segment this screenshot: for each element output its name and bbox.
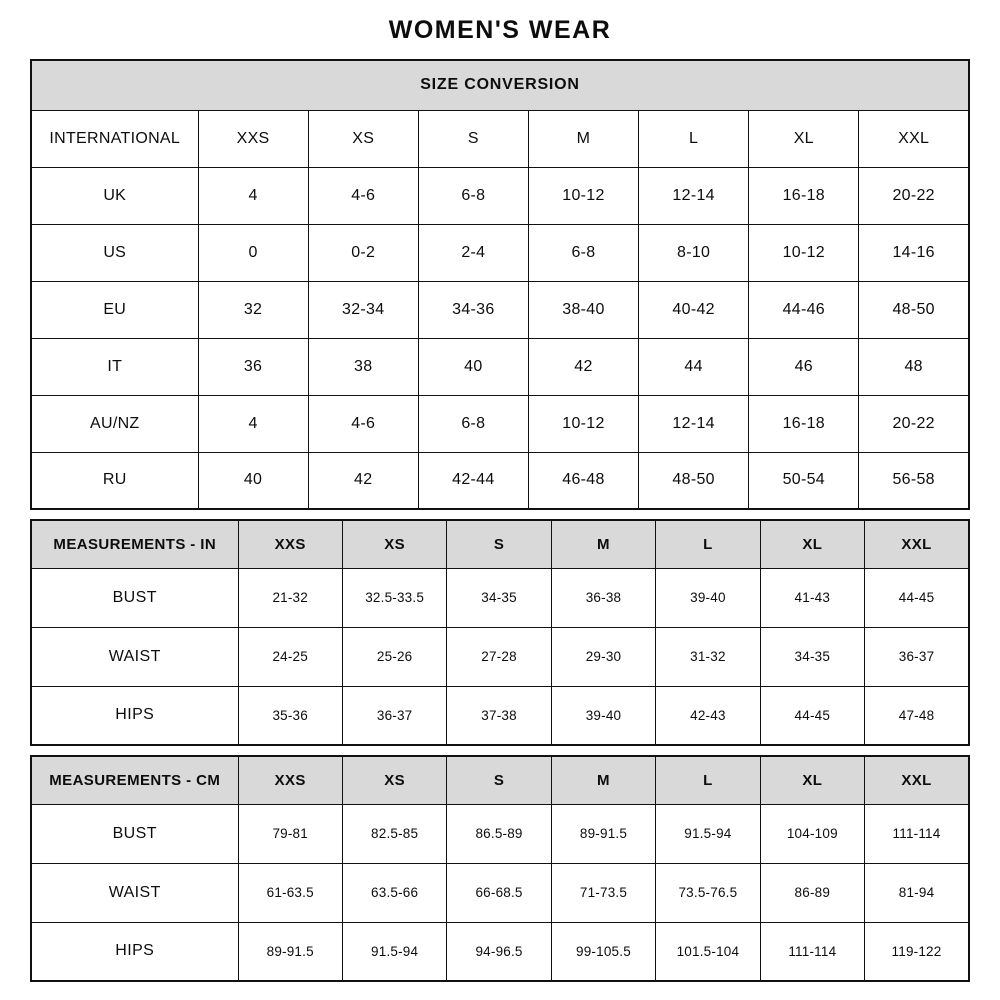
table-row	[31, 922, 969, 981]
table-row	[31, 338, 969, 395]
value-cell: 16-18	[749, 395, 859, 452]
size-header-cell: XXL	[859, 110, 969, 167]
value-cell: 32-34	[308, 281, 418, 338]
table-row	[31, 568, 969, 627]
value-cell: 66-68.5	[447, 863, 551, 922]
value-cell: 12-14	[639, 167, 749, 224]
value-cell: 10-12	[749, 224, 859, 281]
value-cell: 46-48	[528, 452, 638, 509]
value-cell: 71-73.5	[551, 863, 655, 922]
measurements-in-body	[31, 568, 969, 745]
value-cell: 27-28	[447, 627, 551, 686]
measurements-header-cell: MEASUREMENTS - CM	[31, 756, 238, 804]
value-cell: 21-32	[238, 568, 342, 627]
measurements-cm-header-row	[31, 756, 969, 804]
value-cell: 41-43	[760, 568, 864, 627]
value-cell: 40	[198, 452, 308, 509]
row-label-cell: HIPS	[31, 922, 238, 981]
measurements-header-cell: XXL	[865, 520, 969, 568]
value-cell: 24-25	[238, 627, 342, 686]
value-cell: 0-2	[308, 224, 418, 281]
row-label-cell: BUST	[31, 804, 238, 863]
row-label-cell: WAIST	[31, 627, 238, 686]
row-label-cell: US	[31, 224, 198, 281]
value-cell: 91.5-94	[342, 922, 446, 981]
measurements-cm-table	[30, 755, 970, 982]
value-cell: 16-18	[749, 167, 859, 224]
value-cell: 86.5-89	[447, 804, 551, 863]
value-cell: 47-48	[865, 686, 969, 745]
measurements-header-cell: M	[551, 520, 655, 568]
size-conversion-banner-row	[31, 60, 969, 110]
value-cell: 50-54	[749, 452, 859, 509]
size-conversion-table	[30, 59, 970, 510]
value-cell: 32	[198, 281, 308, 338]
measurements-header-cell: XS	[342, 520, 446, 568]
value-cell: 44-45	[760, 686, 864, 745]
value-cell: 34-35	[447, 568, 551, 627]
table-row	[31, 281, 969, 338]
value-cell: 37-38	[447, 686, 551, 745]
size-conversion-header-row	[31, 110, 969, 167]
value-cell: 39-40	[656, 568, 760, 627]
value-cell: 20-22	[859, 167, 969, 224]
value-cell: 91.5-94	[656, 804, 760, 863]
page-title: WOMEN'S WEAR	[388, 16, 612, 44]
row-label-cell: WAIST	[31, 863, 238, 922]
value-cell: 34-35	[760, 627, 864, 686]
value-cell: 44-46	[749, 281, 859, 338]
measurements-header-cell: XXS	[238, 520, 342, 568]
value-cell: 46	[749, 338, 859, 395]
value-cell: 82.5-85	[342, 804, 446, 863]
size-header-cell: XXS	[198, 110, 308, 167]
value-cell: 31-32	[656, 627, 760, 686]
value-cell: 38	[308, 338, 418, 395]
value-cell: 94-96.5	[447, 922, 551, 981]
row-label-cell: RU	[31, 452, 198, 509]
value-cell: 99-105.5	[551, 922, 655, 981]
value-cell: 10-12	[528, 167, 638, 224]
value-cell: 4	[198, 167, 308, 224]
size-header-cell: INTERNATIONAL	[31, 110, 198, 167]
value-cell: 42	[308, 452, 418, 509]
row-label-cell: AU/NZ	[31, 395, 198, 452]
measurements-header-cell: S	[447, 756, 551, 804]
table-row	[31, 167, 969, 224]
value-cell: 44	[639, 338, 749, 395]
row-label-cell: EU	[31, 281, 198, 338]
value-cell: 6-8	[418, 395, 528, 452]
size-header-cell: M	[528, 110, 638, 167]
measurements-in-table	[30, 519, 970, 746]
table-row	[31, 804, 969, 863]
value-cell: 0	[198, 224, 308, 281]
value-cell: 25-26	[342, 627, 446, 686]
value-cell: 104-109	[760, 804, 864, 863]
value-cell: 86-89	[760, 863, 864, 922]
value-cell: 42	[528, 338, 638, 395]
measurements-header-cell: MEASUREMENTS - IN	[31, 520, 238, 568]
value-cell: 8-10	[639, 224, 749, 281]
measurements-cm-body	[31, 804, 969, 981]
table-row	[31, 395, 969, 452]
row-label-cell: IT	[31, 338, 198, 395]
table-row	[31, 863, 969, 922]
table-row	[31, 686, 969, 745]
value-cell: 42-44	[418, 452, 528, 509]
value-cell: 48	[859, 338, 969, 395]
row-label-cell: HIPS	[31, 686, 238, 745]
measurements-header-cell: L	[656, 756, 760, 804]
value-cell: 6-8	[528, 224, 638, 281]
measurements-header-cell: L	[656, 520, 760, 568]
value-cell: 111-114	[865, 804, 969, 863]
value-cell: 36-37	[865, 627, 969, 686]
measurements-header-cell: XS	[342, 756, 446, 804]
table-row	[31, 452, 969, 509]
value-cell: 36-37	[342, 686, 446, 745]
value-cell: 73.5-76.5	[656, 863, 760, 922]
row-label-cell: BUST	[31, 568, 238, 627]
table-row	[31, 224, 969, 281]
value-cell: 4-6	[308, 167, 418, 224]
value-cell: 101.5-104	[656, 922, 760, 981]
value-cell: 35-36	[238, 686, 342, 745]
measurements-header-cell: M	[551, 756, 655, 804]
value-cell: 119-122	[865, 922, 969, 981]
measurements-header-cell: XL	[760, 756, 864, 804]
size-header-cell: XS	[308, 110, 418, 167]
measurements-header-cell: XXS	[238, 756, 342, 804]
value-cell: 4-6	[308, 395, 418, 452]
value-cell: 48-50	[859, 281, 969, 338]
value-cell: 63.5-66	[342, 863, 446, 922]
value-cell: 89-91.5	[238, 922, 342, 981]
value-cell: 20-22	[859, 395, 969, 452]
value-cell: 38-40	[528, 281, 638, 338]
value-cell: 29-30	[551, 627, 655, 686]
value-cell: 56-58	[859, 452, 969, 509]
value-cell: 2-4	[418, 224, 528, 281]
value-cell: 42-43	[656, 686, 760, 745]
size-header-cell: XL	[749, 110, 859, 167]
value-cell: 40	[418, 338, 528, 395]
value-cell: 6-8	[418, 167, 528, 224]
row-label-cell: UK	[31, 167, 198, 224]
value-cell: 32.5-33.5	[342, 568, 446, 627]
value-cell: 10-12	[528, 395, 638, 452]
table-row	[31, 627, 969, 686]
value-cell: 40-42	[639, 281, 749, 338]
measurements-header-cell: XL	[760, 520, 864, 568]
measurements-in-header-row	[31, 520, 969, 568]
value-cell: 79-81	[238, 804, 342, 863]
value-cell: 36-38	[551, 568, 655, 627]
value-cell: 61-63.5	[238, 863, 342, 922]
value-cell: 34-36	[418, 281, 528, 338]
value-cell: 89-91.5	[551, 804, 655, 863]
value-cell: 44-45	[865, 568, 969, 627]
value-cell: 12-14	[639, 395, 749, 452]
value-cell: 14-16	[859, 224, 969, 281]
value-cell: 4	[198, 395, 308, 452]
size-header-cell: S	[418, 110, 528, 167]
size-conversion-banner: SIZE CONVERSION	[31, 60, 969, 110]
value-cell: 81-94	[865, 863, 969, 922]
value-cell: 48-50	[639, 452, 749, 509]
measurements-header-cell: S	[447, 520, 551, 568]
size-header-cell: L	[639, 110, 749, 167]
measurements-header-cell: XXL	[865, 756, 969, 804]
size-conversion-body	[31, 167, 969, 509]
value-cell: 39-40	[551, 686, 655, 745]
value-cell: 36	[198, 338, 308, 395]
value-cell: 111-114	[760, 922, 864, 981]
